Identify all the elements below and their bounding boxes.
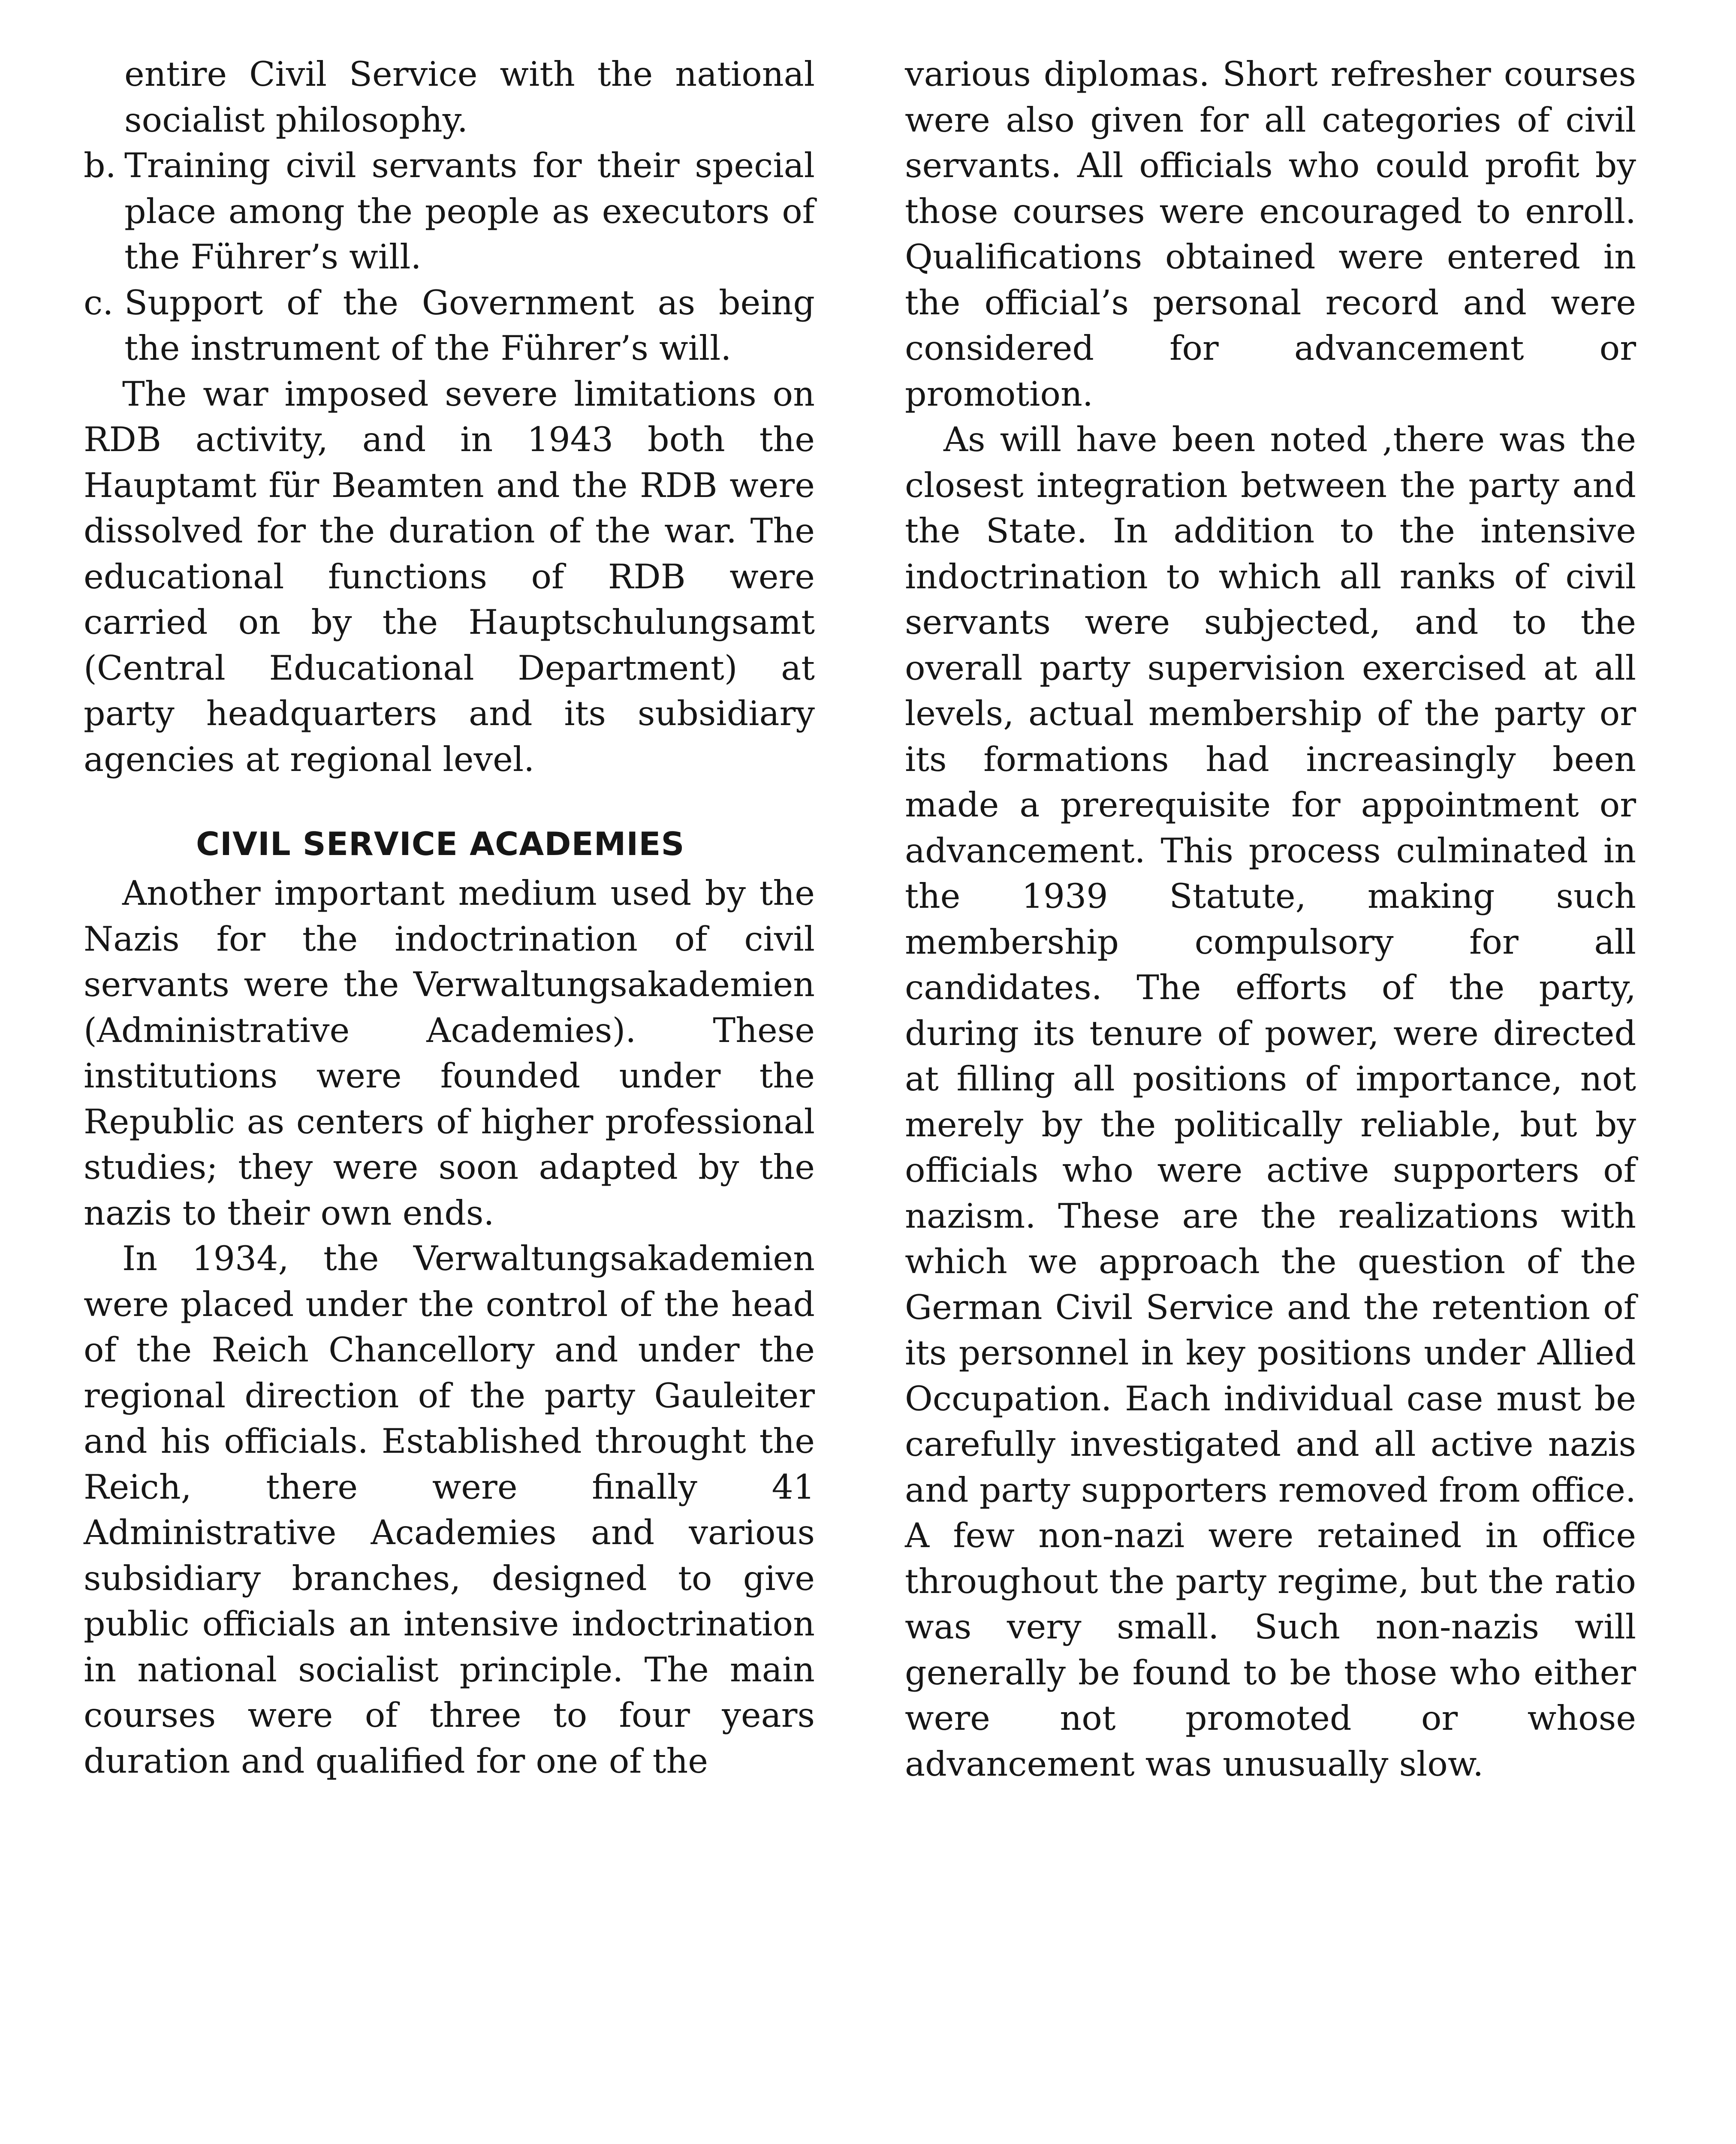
paragraph-administrative-academies: Another important medium used by the Nazis for the indoctrination of civil servants were the Verwaltungsakademien (Administrative Academies). These institutions were founded under the Republic as centers of higher professional studies; they were soon adapted by the nazis to their own ends. [84, 873, 815, 1233]
paragraph-diplomas-continuation: various diplomas. Short refresher courses were also given for all categories of civil servants. All officials who could profit by those courses were encouraged to enroll. Qualifications obtained were entered in the official’s personal record and were considered for advancement or promotion. [905, 54, 1636, 414]
list-item-text: Training civil servants for their special place among the people as executors of the Führer’s will. [124, 146, 815, 277]
paragraph-rdb-dissolution: The war imposed severe limitations on RDB activity, and in 1943 both the Hauptamt für Beamten and the RDB were dissolved for the duration of the war. The educational functions of RDB were carried on by the Hauptschulungsamt (Central Educational Department) at party headquarters and its subsidiary agencies at regional level. [84, 374, 815, 779]
list-item-text: Support of the Government as being the instrument of the Führer’s will. [124, 283, 815, 368]
list-marker: b. [84, 146, 116, 185]
paragraph-1934-control: In 1934, the Verwaltungsakademien were placed under the control of the head of the Reich Chancellory and under the regional direction of the party Gauleiter and his officials. Established throught the Reich, there were finally 41 Administrative Academies and various subsidiary branches, designed to give public officials an intensive indoctrination in national socialist principle. The main courses were of three to four years duration and qualified for one of the [84, 1239, 815, 1781]
section-heading: CIVIL SERVICE ACADEMIES [196, 825, 685, 863]
list-marker: c. [84, 283, 114, 322]
left-column [84, 51, 815, 1784]
list-item-c [84, 280, 815, 371]
list-item-b [84, 143, 815, 280]
list-item-continuation [84, 51, 815, 143]
list-item-text: entire Civil Service with the national socialist philosophy. [124, 54, 815, 140]
paragraph-party-state-integration: As will have been noted ,there was the closest integration between the party and the State. In addition to the intensive indoctrination to which all ranks of civil servants were subjected, and to the overall party supervision exercised at all levels, actual membership of the party or its formations had increasingly been made a prerequisite for appointment or advancement. This process culminated in the 1939 Statute, making such membership compulsory for all candidates. The efforts of the party, during its tenure of power, were directed at filling all positions of importance, not merely by the politically reliable, but by officials who were active supporters of nazism. These are the realizations with which we approach the question of the German Civil Service and the retention of its personnel in key positions under Allied Occupation. Each individual case must be carefully investigated and all active nazis and party supporters removed from office. A few non-nazi were retained in office throughout the party regime, but the ratio was very small. Such non-nazis will generally be found to be those who either were not promoted or whose advancement was unusually slow. [905, 420, 1636, 1784]
right-column [905, 51, 1636, 1787]
